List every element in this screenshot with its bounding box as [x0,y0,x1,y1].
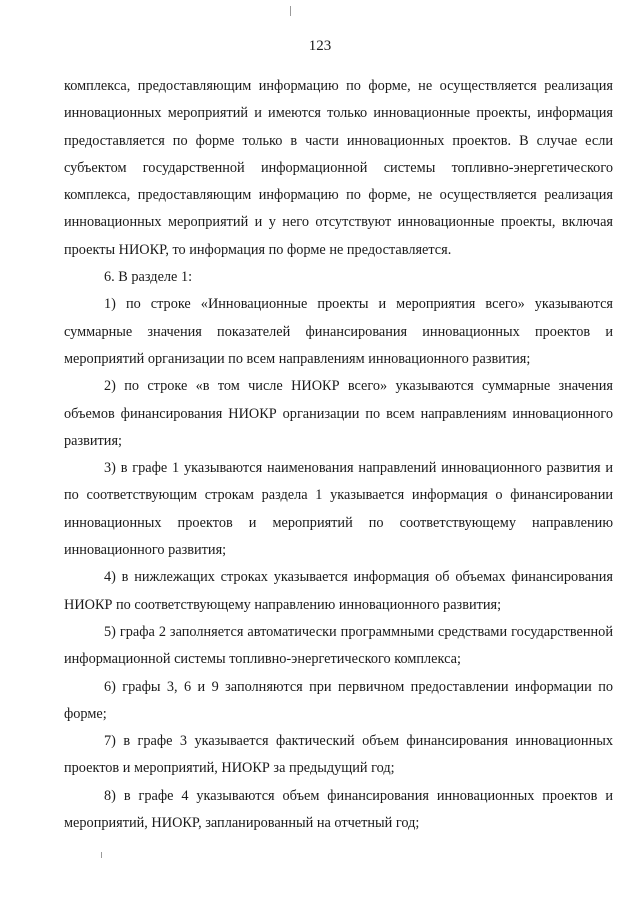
page-text [64,73,613,837]
paragraph-item-4: 4) в нижлежащих строках указывается информация об объемах финансирования НИОКР по соответствующему направлению инновационного развития; [64,569,613,613]
paragraph-continuation: комплекса, предоставляющим информацию по форме, не осуществляется реализация инновационных мероприятий и имеются только инновационные проекты, информация предоставляется по форме только в части инновационных проектов. В случае если субъектом государственной информационной системы топливно-энергетического комплекса, предоставляющим информацию по форме, не осуществляется реализация инновационных мероприятий и у него отсутствуют инновационные проекты, включая проекты НИОКР, то информация по форме не предоставляется. [64,78,613,258]
page-number: 123 [308,38,332,54]
paragraph-item-1: 1) по строке «Инновационные проекты и мероприятия всего» указываются суммарные значения показателей финансирования инновационных проектов и мероприятий организации по всем направлениям инновационного развития; [64,296,613,367]
scan-mark-top [290,6,291,16]
paragraph-item-8: 8) в графе 4 указываются объем финансирования инновационных проектов и мероприятий, НИОКР, запланированный на отчетный год; [64,787,613,832]
paragraph-item-2: 2) по строке «в том числе НИОКР всего» указываются суммарные значения объемов финансирования НИОКР организации по всем направлениям инновационного развития; [64,378,613,449]
scan-mark-bottom [101,852,102,858]
paragraph-item-5: 5) графа 2 заполняется автоматически программными средствами государственной информационной системы топливно-энергетического комплекса; [64,623,613,668]
paragraph-section-heading: 6. В разделе 1: [104,269,193,286]
paragraph-item-7: 7) в графе 3 указывается фактический объем финансирования инновационных проектов и мероприятий, НИОКР за предыдущий год; [64,733,613,777]
paragraph-item-6: 6) графы 3, 6 и 9 заполняются при первичном предоставлении информации по форме; [64,678,613,722]
paragraph-item-3: 3) в графе 1 указываются наименования направлений инновационного развития и по соответствующим строкам раздела 1 указывается информация о финансировании инновационных проектов и мероприятий по соответствующему направлению инновационного развития; [64,460,613,559]
